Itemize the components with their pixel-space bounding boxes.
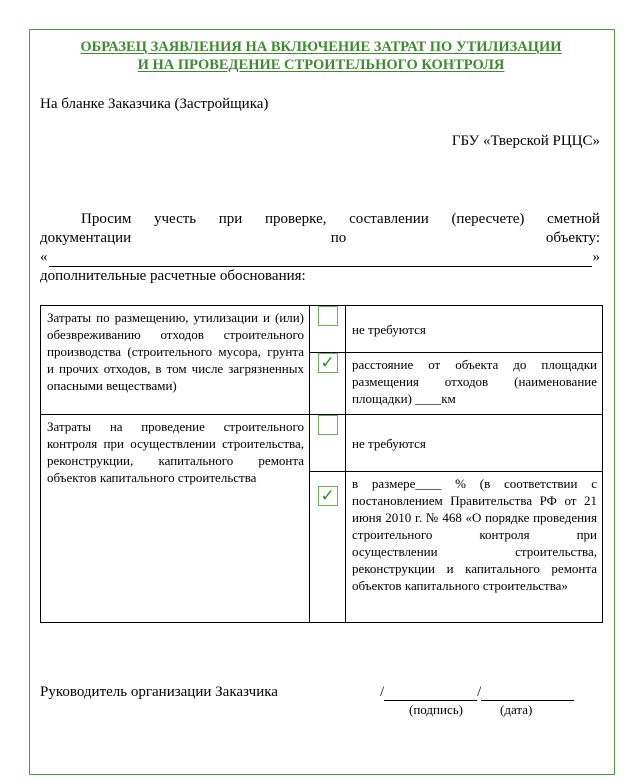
blank-note: На бланке Заказчика (Застройщика) <box>40 96 269 112</box>
checkbox-cell <box>310 472 346 623</box>
signature-label: Руководитель организации Заказчика <box>40 684 278 700</box>
word: (пересчете) <box>451 211 525 227</box>
word: Просим <box>81 211 132 227</box>
word: проверке, <box>264 211 327 227</box>
row1-option-1: не требуются <box>346 306 603 353</box>
paragraph-line-2 <box>40 229 600 248</box>
checkbox-cell <box>310 306 346 353</box>
checkbox-row1-none[interactable] <box>318 306 338 326</box>
paragraph-line-1 <box>40 210 600 229</box>
quote-open: « <box>40 249 48 265</box>
options-table <box>40 305 603 623</box>
checkbox-row2-percent[interactable] <box>318 486 338 506</box>
signature-fields <box>380 684 574 701</box>
word: учесть <box>154 211 197 227</box>
quote-close: » <box>592 249 600 265</box>
object-name-field[interactable] <box>49 253 592 267</box>
word: объекту: <box>545 230 600 246</box>
table-row <box>41 306 603 353</box>
request-paragraph <box>40 210 600 286</box>
checkbox-cell <box>310 353 346 415</box>
slash: / <box>477 684 482 700</box>
check-icon: ✓ <box>320 486 335 506</box>
object-name-line <box>40 248 600 267</box>
word: при <box>218 211 243 227</box>
row1-description: Затраты по размещению, утилизации и (или) обезвреживанию отходов строительного производства (строительного мусора, грунта и прочих отходов, в том числе загрязненных опасными веществами) <box>41 306 310 415</box>
checkbox-row1-distance[interactable] <box>318 353 338 373</box>
word: документации <box>40 230 132 246</box>
row1-option-2: расстояние от объекта до площадки размещения отходов (наименование площадки) ____км <box>346 353 603 415</box>
word: составлении <box>349 211 429 227</box>
signature-caption: (подпись) <box>409 702 463 717</box>
checkbox-row2-none[interactable] <box>318 415 338 435</box>
date-caption: (дата) <box>500 702 533 717</box>
signature-field[interactable] <box>384 685 477 701</box>
paragraph-line-4: дополнительные расчетные обоснования: <box>40 268 306 284</box>
row2-option-1: не требуются <box>346 415 603 472</box>
recipient: ГБУ «Тверской РЦЦС» <box>451 133 600 149</box>
title-line-1: ОБРАЗЕЦ ЗАЯВЛЕНИЯ НА ВКЛЮЧЕНИЕ ЗАТРАТ ПО УТИЛИЗАЦИИ <box>80 39 562 55</box>
row2-option-2: в размере____ % (в соответствии с постановлением Правительства РФ от 21 июня 2010 г. № 468 «О порядке проведения строительного контроля при осуществлении строительства, реконструкции и капитального ремонта объектов капитального строительства» <box>346 472 603 623</box>
row2-description: Затраты на проведение строительного контроля при осуществлении строительства, реконструкции, капитального ремонта объектов капитального строительства <box>41 415 310 623</box>
slash: / <box>380 684 385 700</box>
title-line-2: И НА ПРОВЕДЕНИЕ СТРОИТЕЛЬНОГО КОНТРОЛЯ <box>137 57 505 73</box>
checkbox-cell <box>310 415 346 472</box>
word: сметной <box>547 211 600 227</box>
word: по <box>330 230 347 246</box>
document-title <box>40 38 602 74</box>
table-row <box>41 415 603 472</box>
check-icon: ✓ <box>320 353 335 373</box>
date-field[interactable] <box>481 685 574 701</box>
